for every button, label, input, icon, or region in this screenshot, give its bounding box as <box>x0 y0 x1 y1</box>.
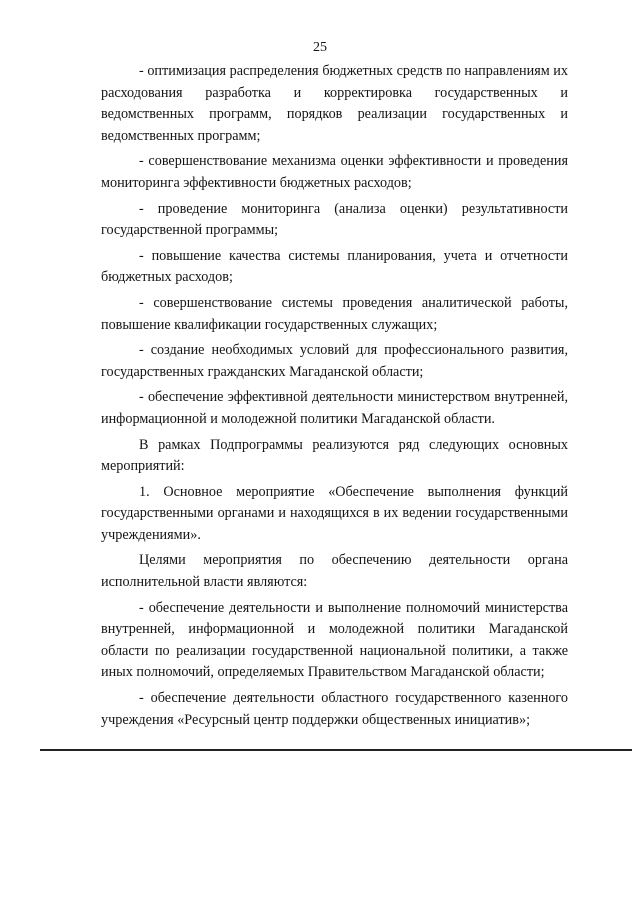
paragraph-program-monitoring: - проведение мониторинга (анализа оценки) результативности государственной программы; <box>101 200 568 239</box>
paragraph-ministry-operations: - обеспечение эффективной деятельности министерством внутренней, информационной и молодежной политики Магаданской области. <box>101 389 568 427</box>
paragraph-budget-optimization: - оптимизация распределения бюджетных средств по направлениям их расходования разработка и корректировка государственных и ведомственных программ, порядков реализации государственных и ведомственных программ; <box>101 63 568 144</box>
page-number: 25 <box>313 40 327 55</box>
paragraph-resource-center: - обеспечение деятельности областного государственного казенного учреждения «Ресурсный центр поддержки общественных инициатив»; <box>101 690 568 728</box>
paragraph-efficiency-assessment: - совершенствование механизма оценки эффективности и проведения мониторинга эффективности бюджетных расходов; <box>101 153 568 191</box>
paragraph-planning-quality: - повышение качества системы планирования, учета и отчетности бюджетных расходов; <box>101 247 568 286</box>
paragraph-ministry-powers: - обеспечение деятельности и выполнение полномочий министерства внутренней, информационной и молодежной политики Магаданской области по реализации государственной национальной политики, а также иных полномочий, определяемых Правительством Магаданской области; <box>101 599 568 681</box>
paragraph-activity-goals: Целями мероприятия по обеспечению деятельности органа исполнительной власти являются: <box>101 552 568 591</box>
footer-divider <box>40 749 632 751</box>
paragraph-main-activity: 1. Основное мероприятие «Обеспечение выполнения функций государственными органами и находящихся в их ведении государственными учреждениями». <box>101 483 568 543</box>
document-body <box>101 61 568 735</box>
paragraph-professional-development: - создание необходимых условий для профессионального развития, государственных гражданских Магаданской области; <box>101 342 568 380</box>
paragraph-subprogram-intro: В рамках Подпрограммы реализуются ряд следующих основных мероприятий: <box>101 436 568 475</box>
paragraph-analytical-work: - совершенствование системы проведения аналитической работы, повышение квалификации государственных служащих; <box>101 294 568 333</box>
